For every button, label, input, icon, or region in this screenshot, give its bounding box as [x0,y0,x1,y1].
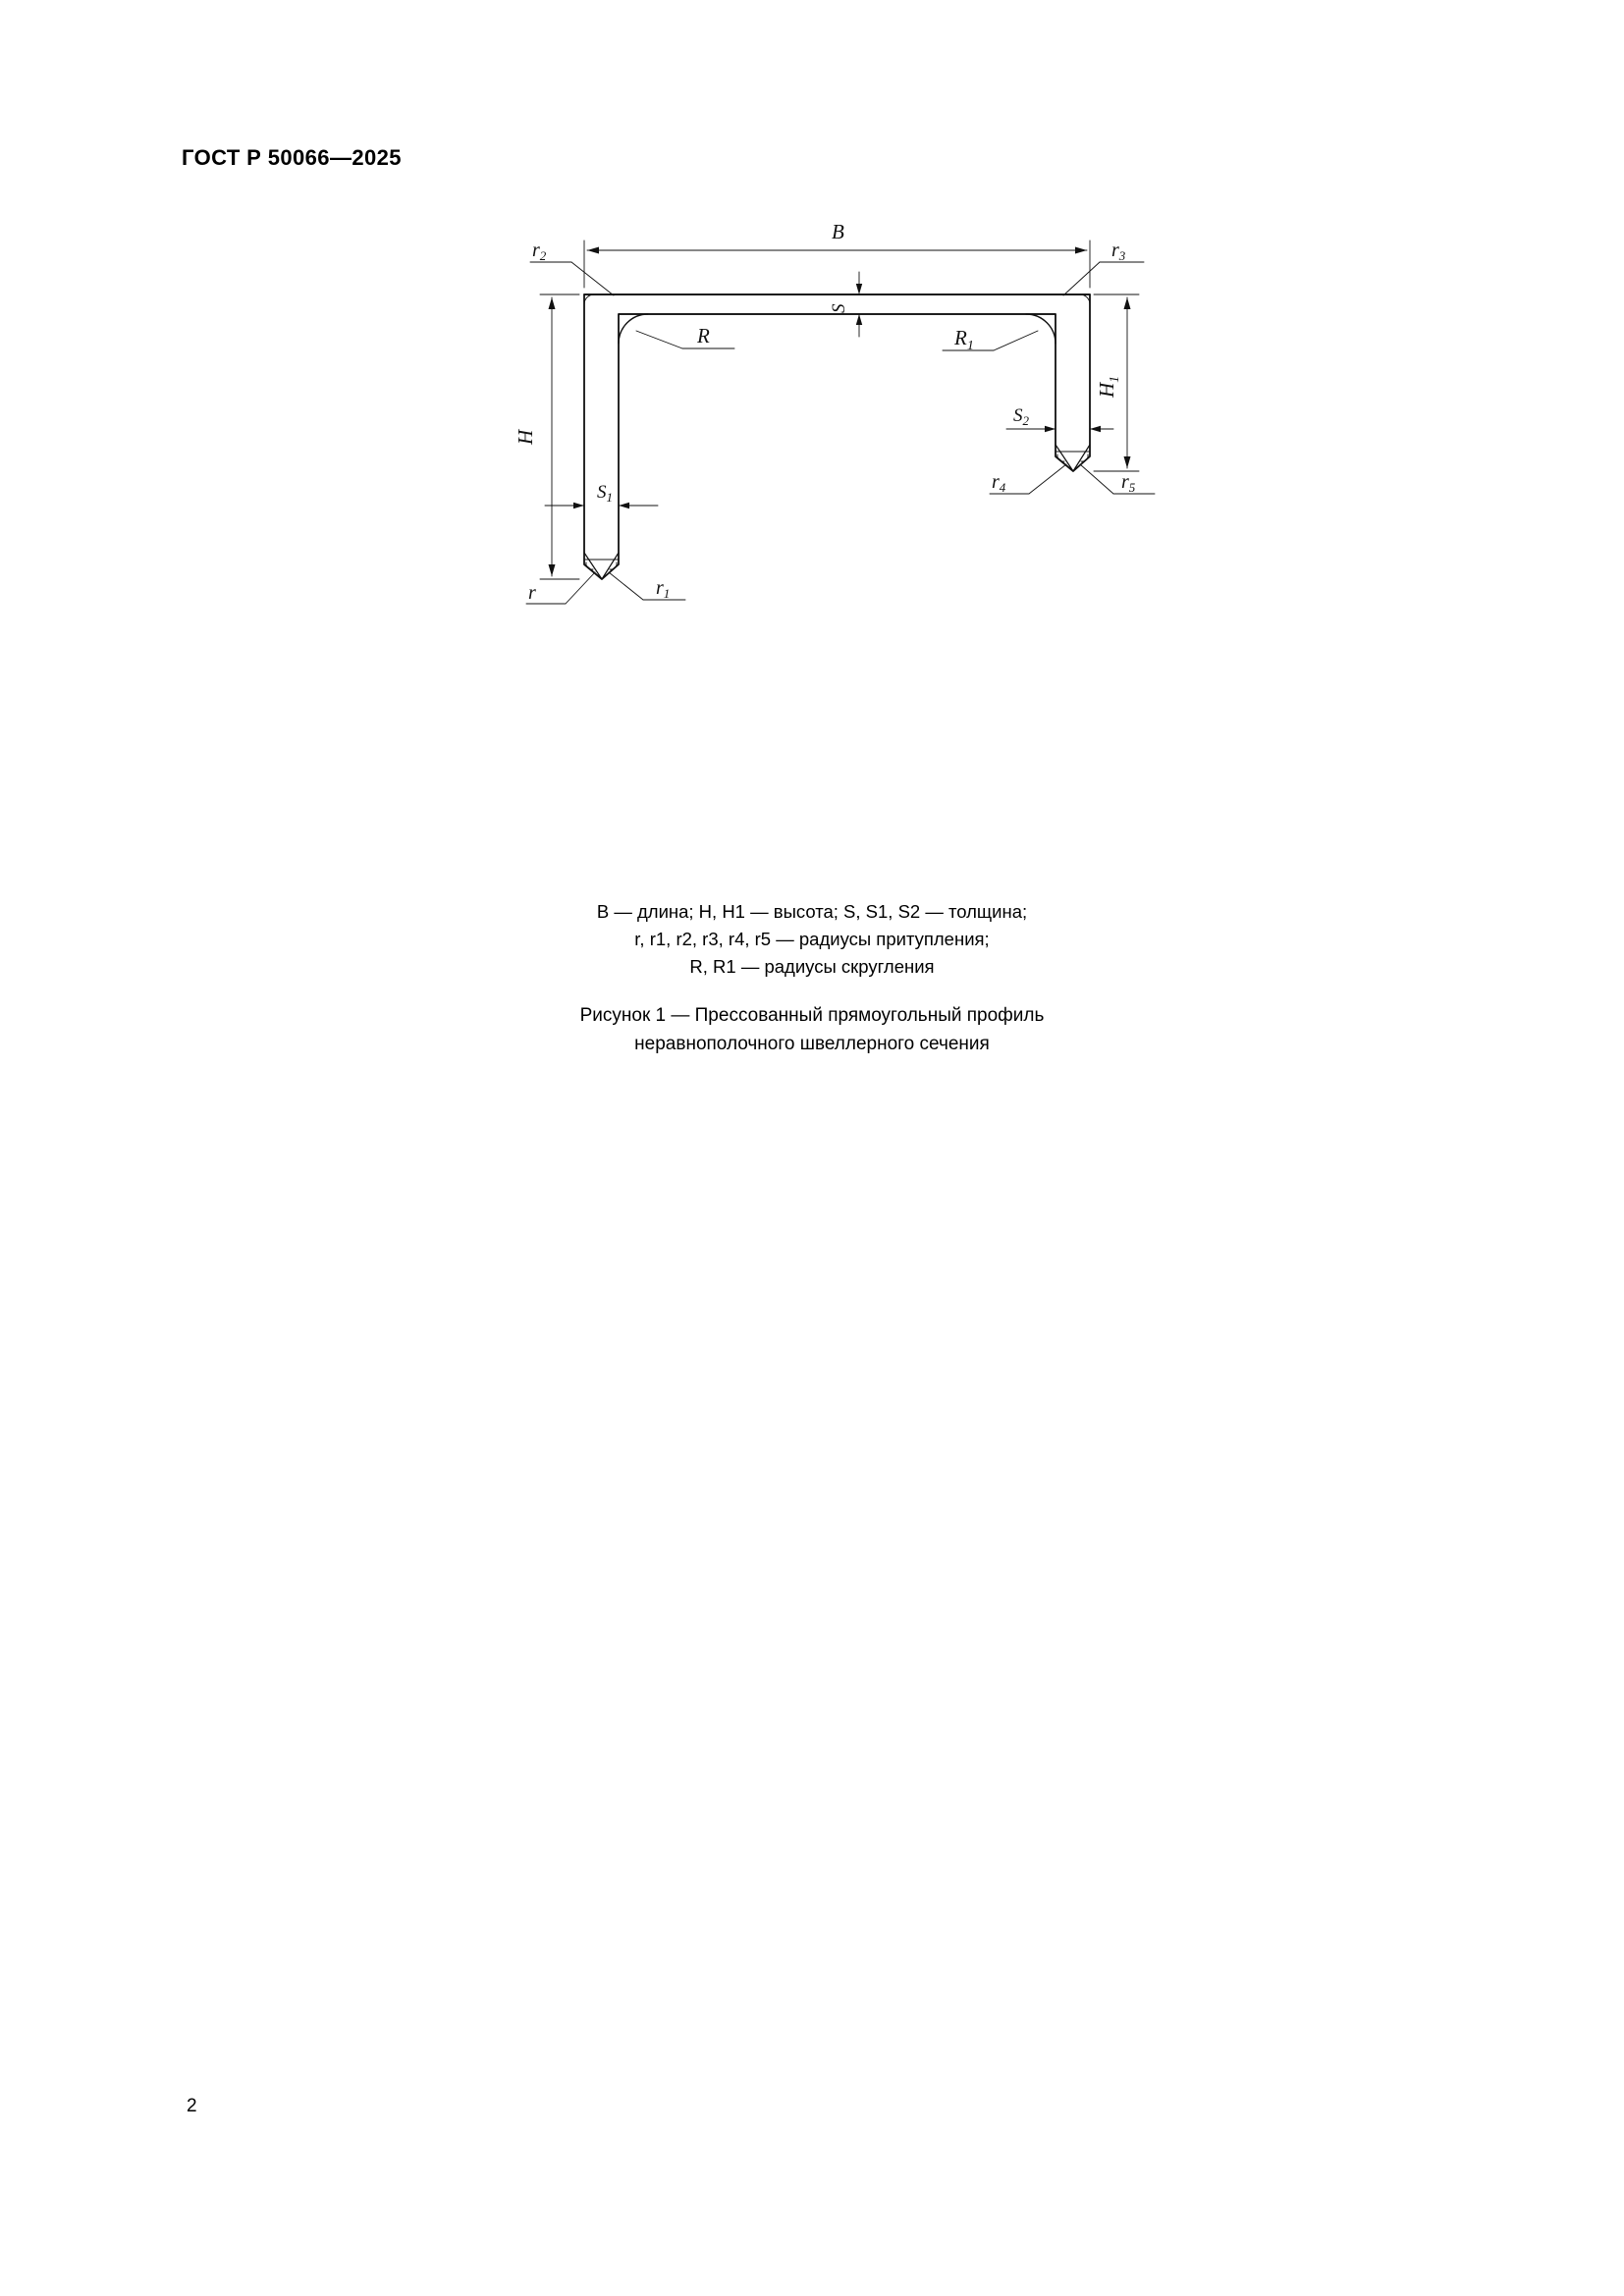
leader-r4 [1029,464,1066,494]
right-leg-tip [1056,445,1090,471]
label-S: S [829,303,849,313]
figure-caption-line-1: Рисунок 1 — Прессованный прямоугольный профиль [579,1005,1045,1026]
corner-r3-arc [1080,294,1090,304]
arrow-H-bottom [549,564,556,576]
leader-r2 [571,262,614,295]
legend-line-1: В — длина; Н, Н1 — высота; S, S1, S2 — толщина; [596,901,1028,922]
leader-R [636,331,682,348]
arrow-S2-right [1090,426,1101,432]
arrow-B-left [587,247,599,254]
arrow-S-top [856,284,862,294]
label-r: r [528,582,536,604]
page-title: ГОСТ Р 50066—2025 [182,145,402,170]
arrow-S1-right [619,503,629,508]
label-R1: $R_1$ [954,326,974,353]
figure-caption [0,1001,1624,1059]
leader-r3 [1063,262,1100,295]
label-S1: $S_1$ [597,482,613,505]
figure-1 [0,211,1624,1055]
label-r4: $r_4$ [992,471,1006,495]
label-r3: $r_3$ [1111,240,1126,263]
left-leg-tip [584,553,619,579]
fillet-R-arc [619,314,648,344]
arrow-S2-left [1045,426,1056,432]
corner-r2-arc [584,294,594,304]
label-r2: $r_2$ [532,240,547,263]
label-H1: $H_1$ [1095,375,1122,398]
page-number: 2 [187,2096,197,2116]
legend-line-3: R, R1 — радиусы скругления [689,955,935,977]
fillet-R1-arc [1026,314,1056,344]
arrow-S1-left [573,503,584,508]
legend-line-2: r, r1, r2, r3, r4, r5 — радиусы притупления; [634,928,990,949]
arrow-H1-bottom [1124,456,1131,468]
arrow-H-top [549,297,556,309]
figure-legend [0,898,1624,980]
label-r5: $r_5$ [1121,471,1136,495]
arrow-H1-top [1124,297,1131,309]
profile-outline [584,294,1090,579]
label-R: R [697,324,710,347]
arrow-B-right [1075,247,1087,254]
leader-r1 [609,572,643,600]
leader-R1 [994,331,1038,350]
label-B: B [832,220,844,243]
profile-drawing [511,211,1198,682]
label-r1: $r_1$ [656,577,671,601]
figure-caption-line-2: неравнополочного швеллерного сечения [634,1034,990,1055]
channel-profile-svg [511,211,1198,682]
label-H: H [514,429,537,445]
leader-r [566,572,595,604]
leader-r5 [1080,464,1113,494]
label-S2: $S_2$ [1013,405,1029,428]
